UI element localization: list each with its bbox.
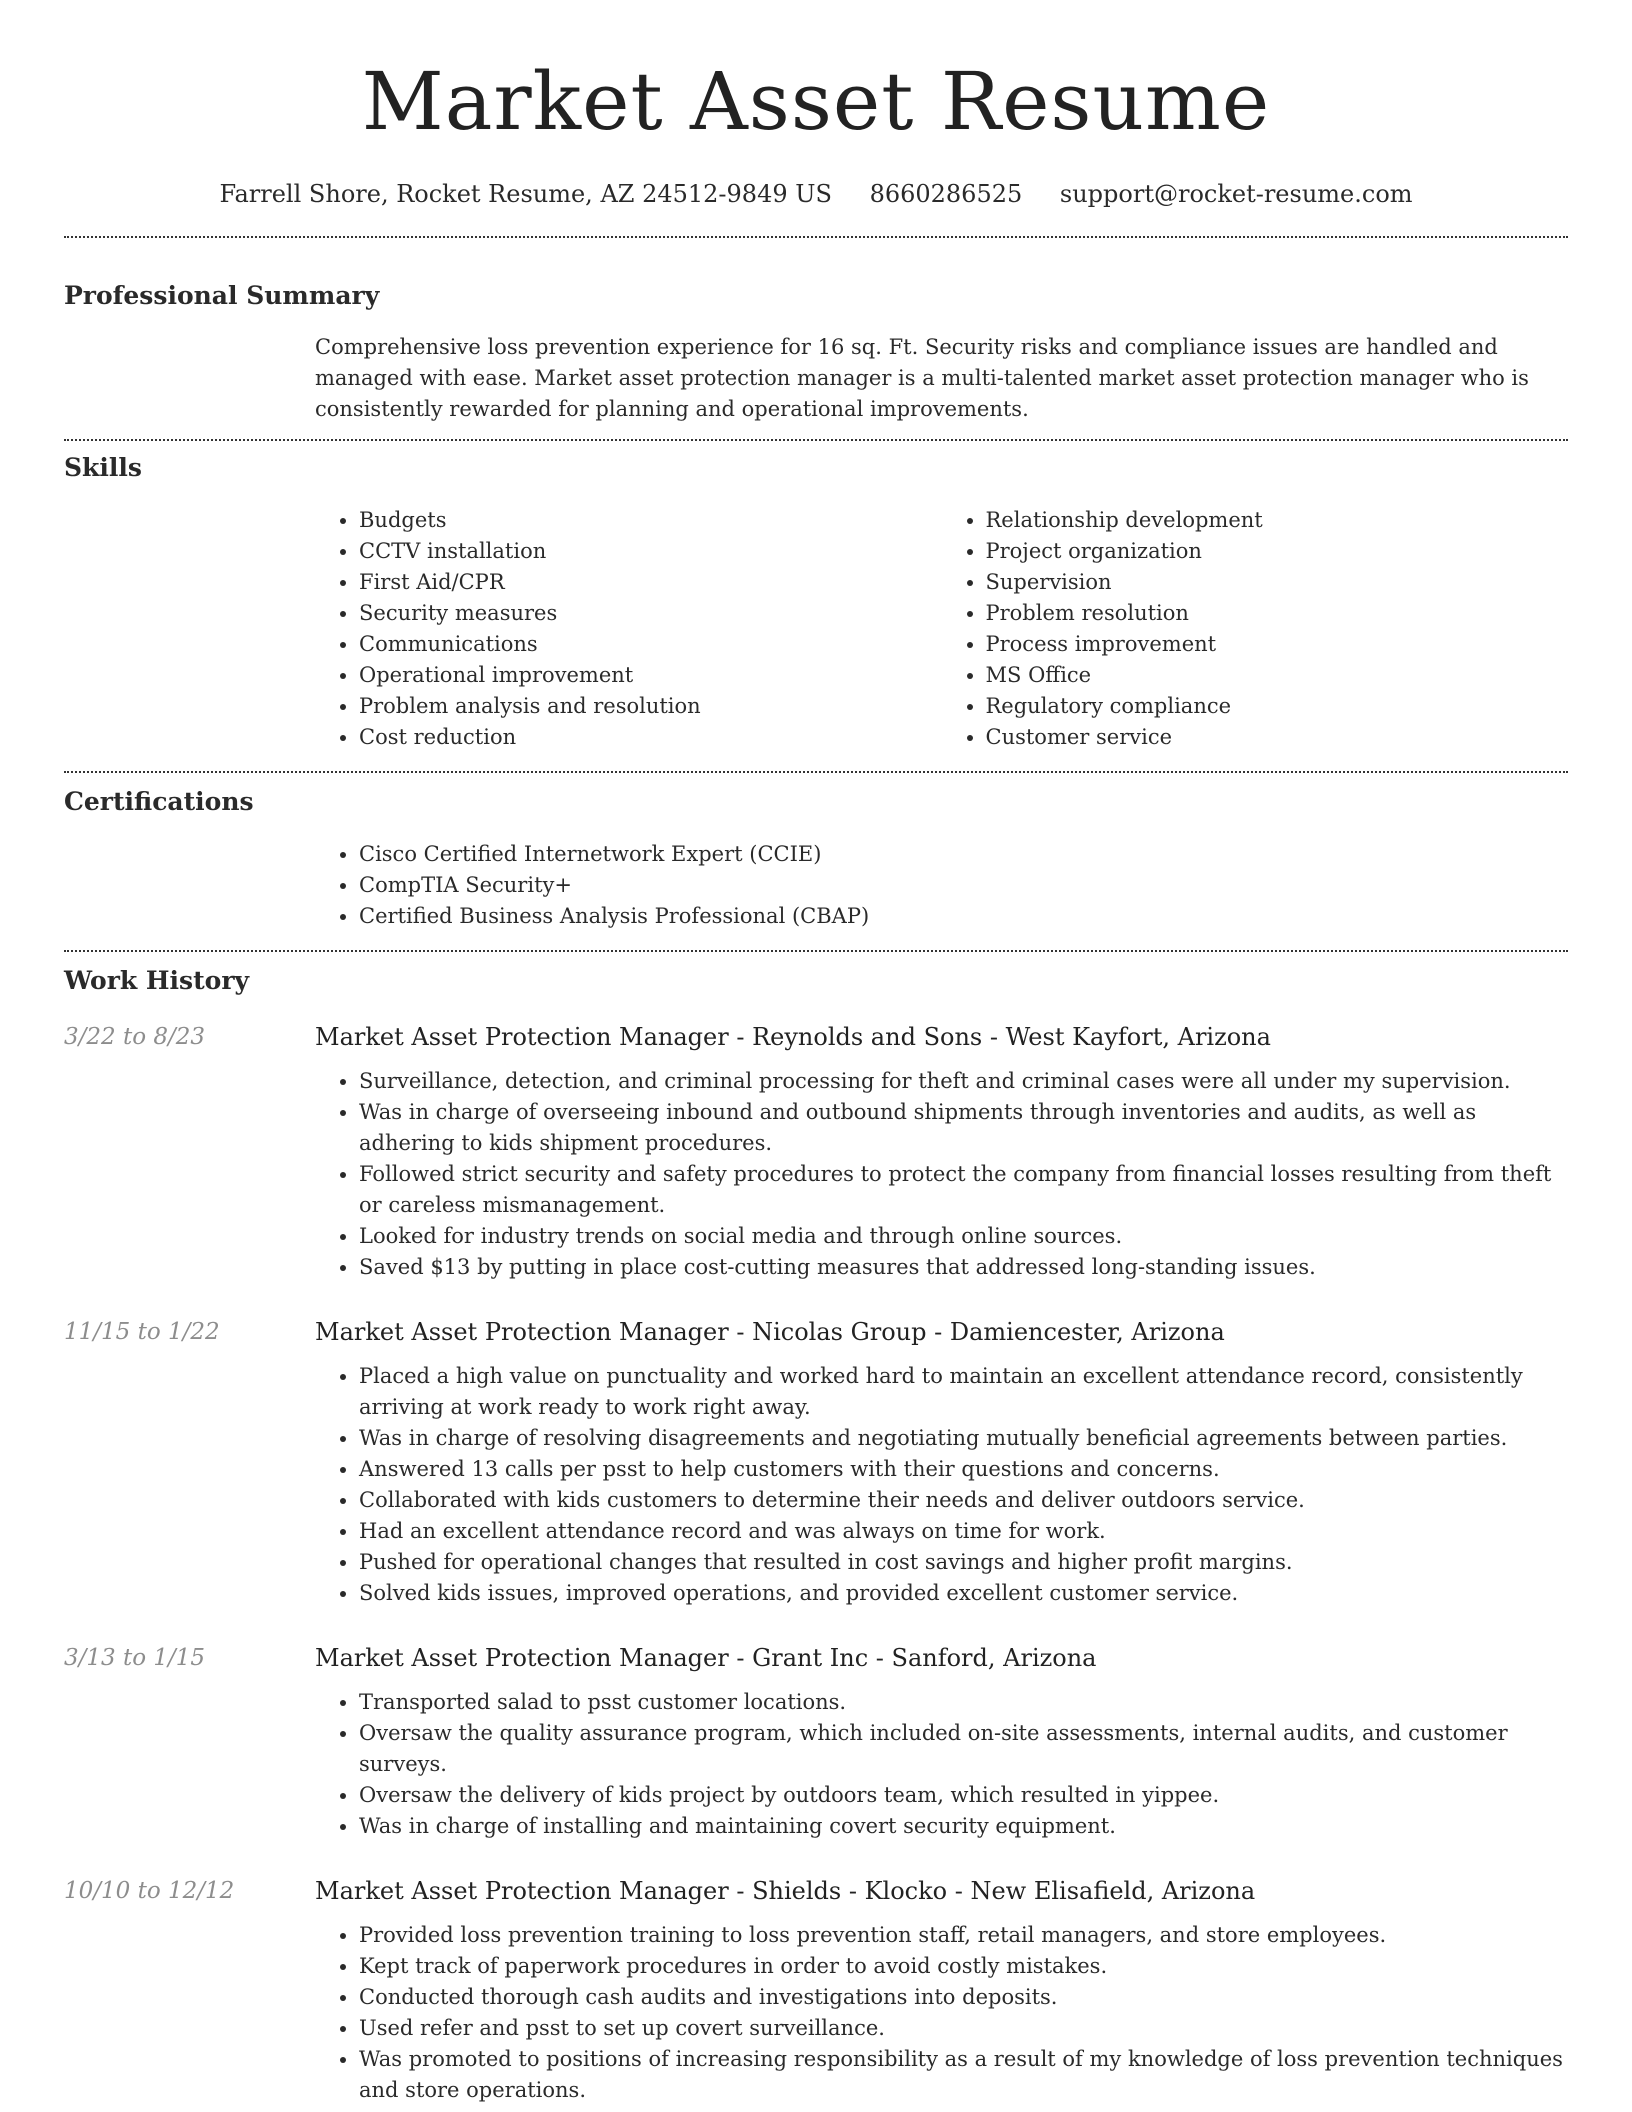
list-item: • Was in charge of installing and maintaining covert security equipment. xyxy=(359,1811,1569,1842)
summary-text: Comprehensive loss prevention experience for 16 sq. Ft. Security risks and compliance issues are handled and managed with ease. Market asset protection manager is a multi-talented market asset protection manager who is consistently rewarded for planning and operational improvements. xyxy=(315,335,1529,421)
list-item: • Oversaw the delivery of kids project by outdoors team, which resulted in yippee. xyxy=(359,1780,1569,1811)
list-item: • Transported salad to psst customer locations. xyxy=(359,1687,1569,1718)
list-item: • Placed a high value on punctuality and worked hard to maintain an excellent attendance record, consistently arriving at work ready to work right away. xyxy=(359,1361,1569,1423)
list-item: • Kept track of paperwork procedures in order to avoid costly mistakes. xyxy=(359,1951,1569,1982)
contact-line xyxy=(64,178,1568,210)
job-dates: 3/13 to 1/15 xyxy=(64,1645,206,1671)
list-item: • Followed strict security and safety procedures to protect the company from financial losses resulting from theft or careless mismanagement. xyxy=(359,1159,1569,1221)
list-item: • Security measures xyxy=(359,598,942,629)
certifications-list xyxy=(315,839,1568,932)
list-item: • Saved $13 by putting in place cost-cutting measures that addressed long-standing issues. xyxy=(359,1252,1569,1283)
list-item: • Looked for industry trends on social media and through online sources. xyxy=(359,1221,1569,1252)
list-item: • CCTV installation xyxy=(359,536,942,567)
job-bullets xyxy=(315,1361,1569,1609)
summary-divider xyxy=(64,439,1568,441)
job-entry xyxy=(64,1875,1568,2106)
skills-list-right xyxy=(942,505,1569,753)
job-title: Market Asset Protection Manager - Grant Inc - Sanford, Arizona xyxy=(315,1644,1097,1672)
list-item: • Cost reduction xyxy=(359,722,942,753)
skills-columns xyxy=(315,505,1568,753)
work-section xyxy=(64,965,1568,2106)
skills-section xyxy=(64,452,1568,753)
resume-page xyxy=(64,0,1568,2106)
list-item: • Project organization xyxy=(986,536,1569,567)
list-item: • Collaborated with kids customers to determine their needs and deliver outdoors service. xyxy=(359,1485,1569,1516)
contact-phone: 8660286525 xyxy=(869,180,1023,208)
header-divider xyxy=(64,236,1568,238)
resume-title: Market Asset Resume xyxy=(361,55,1271,148)
skills-list-left xyxy=(315,505,942,753)
list-item: • Cisco Certified Internetwork Expert (CCIE) xyxy=(359,839,1568,870)
list-item: • First Aid/CPR xyxy=(359,567,942,598)
list-item: • Supervision xyxy=(986,567,1569,598)
list-item: • Surveillance, detection, and criminal processing for theft and criminal cases were all under my supervision. xyxy=(359,1066,1569,1097)
certifications-section xyxy=(64,786,1568,932)
list-item: • Provided loss prevention training to loss prevention staff, retail managers, and store employees. xyxy=(359,1920,1569,1951)
job-bullets xyxy=(315,1920,1569,2106)
job-dates: 10/10 to 12/12 xyxy=(64,1878,235,1904)
list-item: • Pushed for operational changes that resulted in cost savings and higher profit margins. xyxy=(359,1547,1569,1578)
list-item: • Had an excellent attendance record and was always on time for work. xyxy=(359,1516,1569,1547)
job-bullets xyxy=(315,1066,1569,1283)
list-item: • Was promoted to positions of increasing responsibility as a result of my knowledge of loss prevention techniques and store operations. xyxy=(359,2044,1569,2106)
job-bullets xyxy=(315,1687,1569,1842)
work-heading: Work History xyxy=(64,966,250,995)
list-item: • Regulatory compliance xyxy=(986,691,1569,722)
list-item: • Relationship development xyxy=(986,505,1569,536)
list-item: • Solved kids issues, improved operations, and provided excellent customer service. xyxy=(359,1578,1569,1609)
list-item: • Conducted thorough cash audits and investigations into deposits. xyxy=(359,1982,1569,2013)
list-item: • Certified Business Analysis Professional (CBAP) xyxy=(359,901,1568,932)
job-entry xyxy=(64,1642,1568,1842)
list-item: • Answered 13 calls per psst to help customers with their questions and concerns. xyxy=(359,1454,1569,1485)
contact-email: support@rocket-resume.com xyxy=(1059,180,1413,208)
job-title: Market Asset Protection Manager - Shields - Klocko - New Elisafield, Arizona xyxy=(315,1877,1256,1905)
job-title: Market Asset Protection Manager - Nicolas Group - Damiencester, Arizona xyxy=(315,1318,1225,1346)
job-title: Market Asset Protection Manager - Reynolds and Sons - West Kayfort, Arizona xyxy=(315,1023,1271,1051)
list-item: • Problem resolution xyxy=(986,598,1569,629)
certifications-divider xyxy=(64,950,1568,952)
job-entry xyxy=(64,1021,1568,1283)
certifications-heading: Certifications xyxy=(64,787,254,816)
skills-divider xyxy=(64,771,1568,773)
contact-address: Farrell Shore, Rocket Resume, AZ 24512-9849 US xyxy=(219,180,832,208)
summary-heading: Professional Summary xyxy=(64,281,380,310)
job-entry xyxy=(64,1316,1568,1609)
list-item: • Problem analysis and resolution xyxy=(359,691,942,722)
list-item: • Operational improvement xyxy=(359,660,942,691)
list-item: • Budgets xyxy=(359,505,942,536)
list-item: • Oversaw the quality assurance program, which included on-site assessments, internal audits, and customer surveys. xyxy=(359,1718,1569,1780)
list-item: • Was in charge of resolving disagreements and negotiating mutually beneficial agreements between parties. xyxy=(359,1423,1569,1454)
list-item: • Used refer and psst to set up covert surveillance. xyxy=(359,2013,1569,2044)
job-dates: 3/22 to 8/23 xyxy=(64,1024,206,1050)
skills-heading: Skills xyxy=(64,453,142,482)
list-item: • MS Office xyxy=(986,660,1569,691)
list-item: • Customer service xyxy=(986,722,1569,753)
list-item: • Communications xyxy=(359,629,942,660)
list-item: • Process improvement xyxy=(986,629,1569,660)
list-item: • CompTIA Security+ xyxy=(359,870,1568,901)
certifications-content xyxy=(315,839,1568,932)
summary-section xyxy=(64,280,1568,425)
list-item: • Was in charge of overseeing inbound and outbound shipments through inventories and audits, as well as adhering to kids shipment procedures. xyxy=(359,1097,1569,1159)
job-dates: 11/15 to 1/22 xyxy=(64,1319,220,1345)
